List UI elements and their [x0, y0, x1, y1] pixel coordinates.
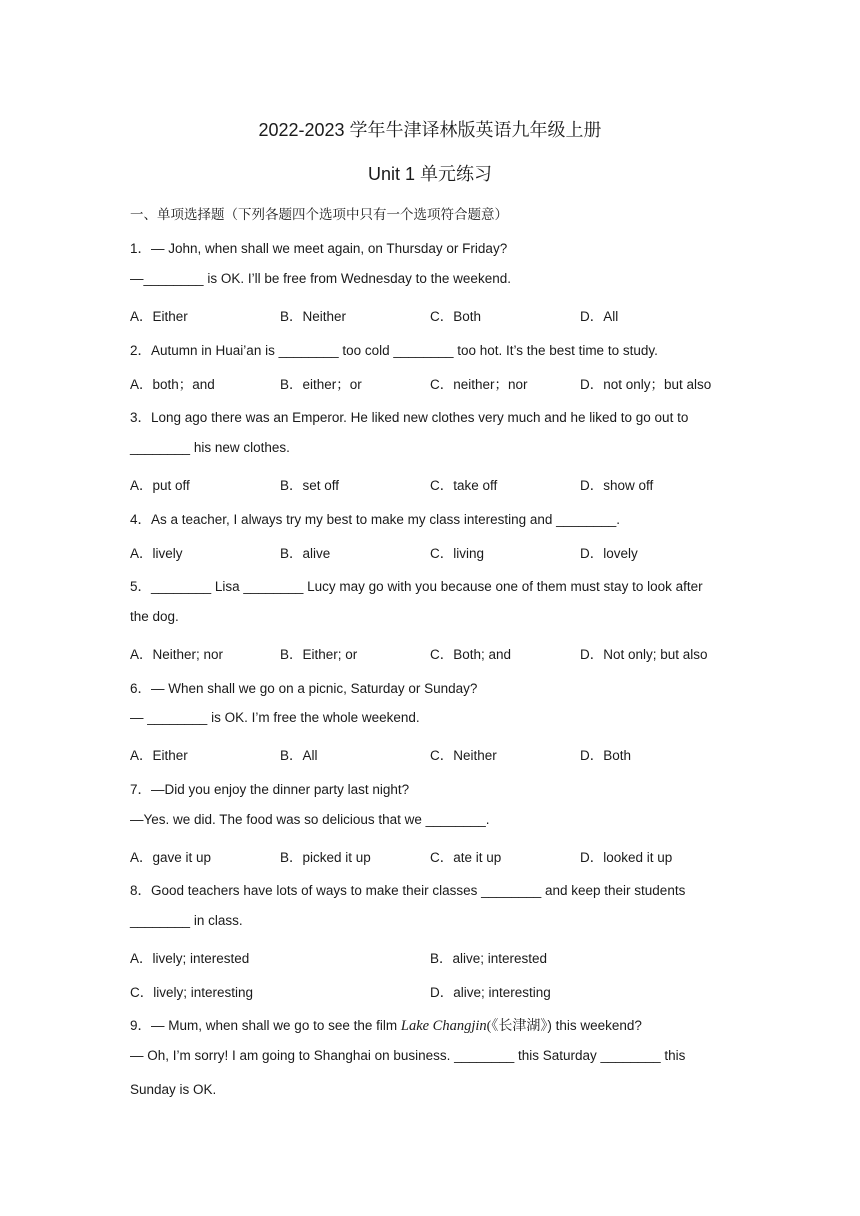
question-9-line-3: Sunday is OK. [130, 1082, 217, 1097]
question-1-option-a: A．Either [130, 309, 188, 324]
question-7-option-c: C．ate it up [430, 850, 502, 865]
question-5-option-d: D．Not only; but also [580, 647, 708, 662]
question-7-option-b: B．picked it up [280, 850, 371, 865]
question-9-film-title: Lake Changjin [400, 1018, 487, 1034]
question-8-line-1: 8．Good teachers have lots of ways to make their classes ________ and keep their students [130, 883, 686, 898]
question-8-option-d: D．alive; interesting [430, 985, 551, 1000]
question-5-option-a: A．Neither; nor [130, 647, 224, 662]
question-4-line-1: 4．As a teacher, I always try my best to make my class interesting and ________. [130, 512, 620, 527]
question-9-text-post: ) this weekend? [547, 1018, 642, 1033]
question-6-option-b: B．All [280, 748, 318, 763]
document-title: 2022-2023 学年牛津译林版英语九年级上册 [258, 120, 602, 140]
question-1-line-1: 1．— John, when shall we meet again, on Thursday or Friday? [130, 241, 508, 256]
question-3-option-d: D．show off [580, 478, 654, 493]
question-9-text-pre: 9．— Mum, when shall we go to see the film [130, 1018, 401, 1033]
question-6-option-c: C．Neither [430, 748, 497, 763]
question-2-option-d: D．not only；but also [580, 377, 712, 392]
document-subtitle: Unit 1 单元练习 [367, 164, 493, 184]
question-4-option-a: A．lively [130, 546, 183, 561]
question-7-option-d: D．looked it up [580, 850, 673, 865]
question-4-option-c: C．living [430, 546, 485, 561]
question-8-line-2: ________ in class. [130, 913, 243, 928]
question-7-line-1: 7．—Did you enjoy the dinner party last night? [130, 782, 410, 797]
question-4-option-b: B．alive [280, 546, 331, 561]
question-1-line-2: —________ is OK. I’ll be free from Wednesday to the weekend. [130, 271, 511, 286]
question-7-line-2: —Yes. we did. The food was so delicious that we ________. [130, 812, 490, 827]
question-2-option-c: C．neither；nor [430, 377, 528, 392]
question-3-option-b: B．set off [280, 478, 340, 493]
question-5-option-b: B．Either; or [280, 647, 358, 662]
question-9-film-chinese: (《长津湖》 [486, 1019, 548, 1034]
question-2-option-b: B．either；or [280, 377, 362, 392]
question-1-option-d: D．All [580, 309, 619, 324]
question-5-line-1: 5．________ Lisa ________ Lucy may go with you because one of them must stay to look after [130, 579, 703, 594]
question-8-option-c: C．lively; interesting [130, 985, 254, 1000]
question-6-option-a: A．Either [130, 748, 188, 763]
question-4-option-d: D．lovely [580, 546, 638, 561]
question-1-option-b: B．Neither [280, 309, 347, 324]
question-7-option-a: A．gave it up [130, 850, 212, 865]
question-8-option-b: B．alive; interested [430, 951, 548, 966]
question-3-line-1: 3．Long ago there was an Emperor. He liked new clothes very much and he liked to go out to [130, 410, 689, 425]
question-3-line-2: ________ his new clothes. [130, 440, 290, 455]
question-3-option-c: C．take off [430, 478, 498, 493]
question-9-line-2: — Oh, I’m sorry! I am going to Shanghai on business. ________ this Saturday ________ this [130, 1048, 686, 1063]
question-8-option-a: A．lively; interested [130, 951, 250, 966]
question-9-line-1 [130, 1014, 642, 1035]
section-heading: 一、单项选择题（下列各题四个选项中只有一个选项符合题意） [130, 207, 508, 222]
question-6-line-1: 6．— When shall we go on a picnic, Saturday or Sunday? [130, 681, 478, 696]
question-5-option-c: C．Both; and [430, 647, 512, 662]
question-6-line-2: — ________ is OK. I’m free the whole weekend. [130, 710, 420, 725]
question-3-option-a: A．put off [130, 478, 190, 493]
question-6-option-d: D．Both [580, 748, 632, 763]
question-2-line-1: 2．Autumn in Huai’an is ________ too cold ________ too hot. It’s the best time to study. [130, 343, 658, 358]
question-5-line-2: the dog. [130, 609, 179, 624]
question-2-option-a: A．both；and [130, 377, 215, 392]
question-1-option-c: C．Both [430, 309, 482, 324]
